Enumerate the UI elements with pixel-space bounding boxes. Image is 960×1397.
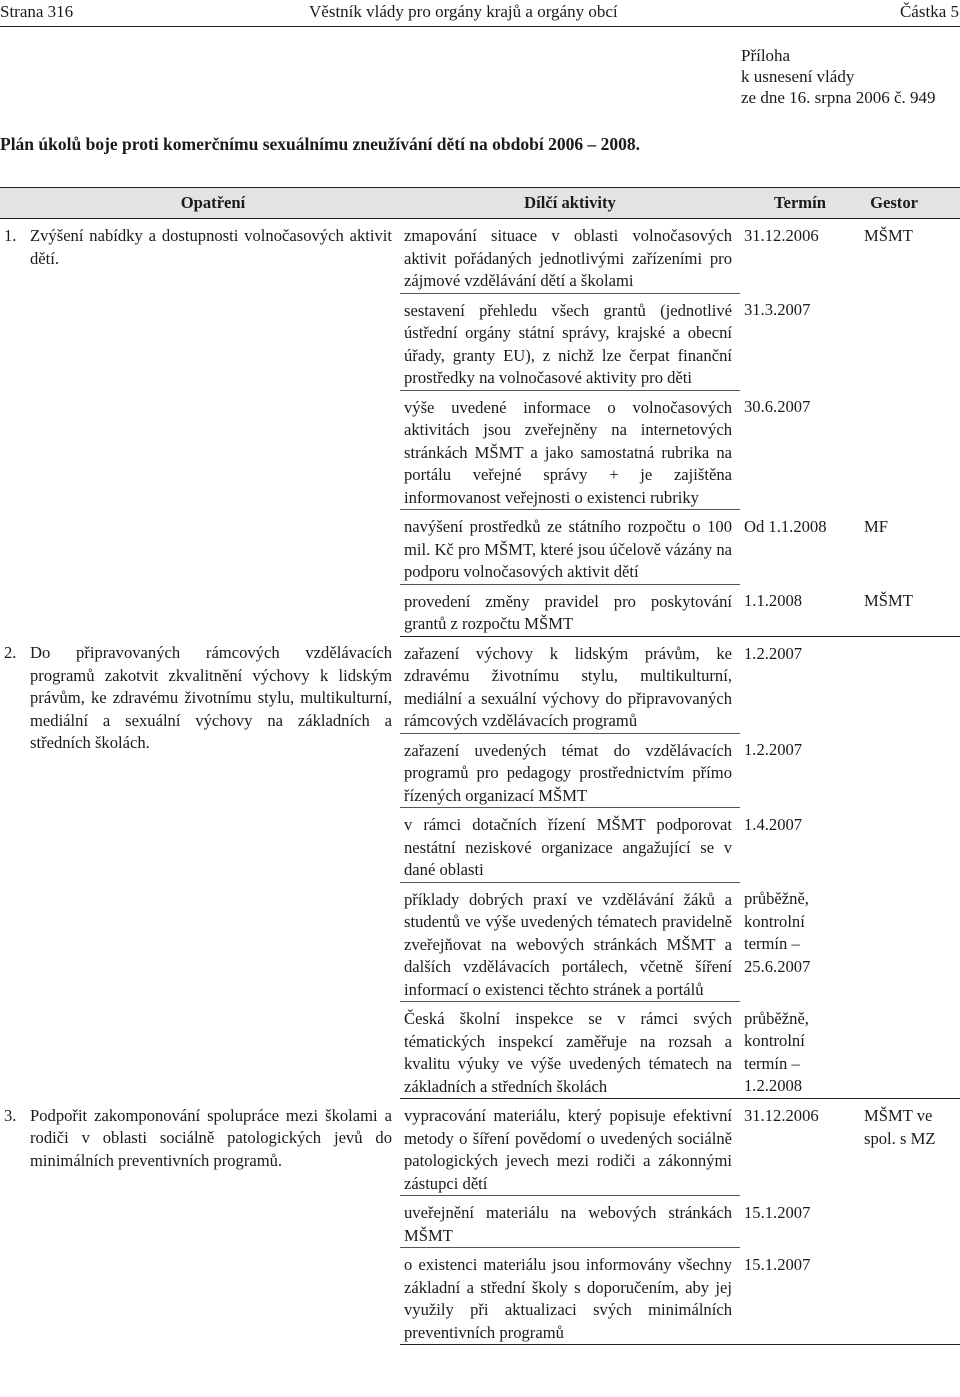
activity-text: o existenci materiálu jsou informovány všechny základní a střední školy s doporučením, aby jej využily při aktualizaci svých minimálních preventivních programů: [400, 1248, 740, 1345]
guarantor-text: [860, 808, 960, 883]
activity-text: zmapování situace v oblasti volnočasových aktivit pořádaných jednotlivými zařízeními pro zájmové vzdělávání dětí a školami: [404, 226, 732, 290]
issue-part: Částka 5: [899, 2, 959, 21]
activity-text: příklady dobrých praxí ve vzdělávání žáků a studentů ve výše uvedených tématech pravidelně zveřejňovat na webových stránkách MŠMT a dalších vzdělávacích portálech, včetně šíření informací o existenci těchto stránek a portálů: [400, 882, 740, 1002]
term-text: 31.12.2006: [744, 1106, 819, 1125]
term-text: Od 1.1.2008: [744, 516, 827, 536]
term-text: průběžně, kontrolní termín – 1.2.2008: [740, 1002, 860, 1099]
annex-line-2: k usnesení vlády: [741, 67, 855, 86]
activity-text: zařazení výchovy k lidským právům, ke zdravému životnímu stylu, multikulturní, mediální a sexuální výchovy do připravovaných rámcových vzdělávacích programů: [404, 643, 732, 730]
tasks-table: [0, 187, 960, 1345]
header-measure: Opatření: [26, 188, 400, 219]
guarantor-text: MŠMT: [860, 584, 960, 636]
measure-text: Zvýšení nabídky a dostupnosti volnočasových aktivit dětí.: [30, 226, 392, 268]
guarantor-text: [860, 1196, 960, 1248]
guarantor-text: [860, 733, 960, 808]
term-text: 15.1.2007: [740, 1248, 860, 1345]
header-guarantor: Gestor: [860, 188, 960, 219]
term-text: 31.12.2006: [744, 226, 819, 245]
table-body: [0, 219, 960, 1345]
activity-text: v rámci dotačních řízení MŠMT podporovat nestátní neziskové organizace angažující se v dané oblasti: [400, 808, 740, 883]
header-rule: [0, 26, 960, 27]
measure-number: 2.: [4, 643, 17, 662]
header-activities: Dílčí aktivity: [400, 188, 740, 219]
activity-text: sestavení přehledu všech grantů (jednotlivé ústřední orgány státní správy, krajské a obecní úřady, granty EU), z nichž lze čerpat finanční prostředky na volnočasové aktivity pro děti: [400, 293, 740, 390]
measure-text: Podpořit zakomponování spolupráce mezi školami a rodiči v oblasti sociálně patologických jevů do minimálních preventivních programů.: [30, 1105, 392, 1170]
measure-number: 1.: [4, 226, 17, 245]
guarantor-text: MŠMT ve spol. s MZ: [864, 1106, 936, 1148]
header-term: Termín: [740, 188, 860, 219]
annex-note: [741, 45, 936, 108]
activity-text: provedení změny pravidel pro poskytování grantů z rozpočtu MŠMT: [400, 584, 740, 636]
term-text: 15.1.2007: [744, 1202, 811, 1222]
table-row: [0, 636, 960, 733]
journal-title: Věstník vlády pro orgány krajů a orgány obcí: [309, 2, 618, 21]
activity-text: zařazení uvedených témat do vzdělávacích programů pro pedagogy prostřednictvím přímo řízených organizací MŠMT: [400, 733, 740, 808]
term-text: 1.1.2008: [740, 584, 860, 636]
table-row: [0, 1099, 960, 1196]
activity-text: uveřejnění materiálu na webových stránkách MŠMT: [400, 1196, 740, 1248]
measure-text: Do připravovaných rámcových vzdělávacích programů zakotvit zkvalitnění výchovy k lidským právům, ke zdravému životnímu stylu, multikulturní, mediální a sexuální výchovy na základních a středních školách.: [30, 643, 392, 752]
term-text: průběžně, kontrolní termín – 25.6.2007: [744, 889, 811, 976]
guarantor-text: [860, 390, 960, 510]
guarantor-text: [860, 882, 960, 1002]
activity-text: vypracování materiálu, který popisuje efektivní metody o šíření povědomí o uvedených sociálně patologických jevech mezi rodiči a zákonnými zástupci dětí: [404, 1106, 732, 1193]
activity-text: výše uvedené informace o volnočasových aktivitách jsou zveřejněny na internetových stránkách MŠMT a jako samostatná rubrika na portálu veřejné správy + je zajištěna informovanost veřejnosti o existenci rubriky: [400, 390, 740, 510]
guarantor-text: [860, 1002, 960, 1099]
term-text: 1.2.2007: [744, 643, 803, 663]
term-text: 1.4.2007: [744, 814, 803, 834]
measure-number: 3.: [4, 1105, 17, 1125]
annex-line-3: ze dne 16. srpna 2006 č. 949: [741, 88, 936, 107]
table-row: [0, 219, 960, 294]
guarantor-text: [860, 293, 960, 390]
page-number: Strana 316: [0, 2, 74, 21]
guarantor-text: MF: [864, 516, 888, 536]
guarantor-text: MŠMT: [864, 226, 913, 245]
plan-title: Plán úkolů boje proti komerčnímu sexuálnímu zneužívání dětí na období 2006 – 2008.: [0, 134, 640, 154]
guarantor-text: [860, 1248, 960, 1345]
activity-text: navýšení prostředků ze státního rozpočtu o 100 mil. Kč pro MŠMT, které jsou účelově vázány na podporu volnočasových aktivit dětí: [400, 510, 740, 585]
activity-text: Česká školní inspekce se v rámci svých tématických inspekcí zaměřuje na rozsah a kvalitu výuky ve výše uvedených tématech na základních a středních školách: [400, 1002, 740, 1099]
annex-line-1: Příloha: [741, 46, 791, 65]
term-text: 1.2.2007: [744, 740, 803, 759]
guarantor-text: [860, 636, 960, 733]
term-text: 30.6.2007: [744, 397, 811, 416]
term-text: 31.3.2007: [744, 300, 811, 319]
table-header-row: [0, 188, 960, 219]
header-num: [0, 188, 26, 219]
